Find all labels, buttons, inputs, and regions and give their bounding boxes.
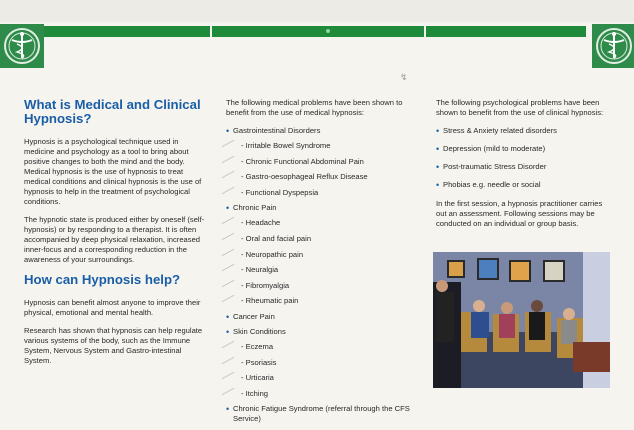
group-session-photo xyxy=(433,252,610,388)
green-band-middle xyxy=(212,26,424,37)
list-item xyxy=(226,126,412,198)
list-item xyxy=(226,312,412,322)
sub-list xyxy=(233,342,412,399)
list-item: • Phobias e.g. needle or social xyxy=(436,180,614,190)
list-item: - Eczema xyxy=(241,342,412,352)
decorative-mark: ↯ xyxy=(400,72,408,82)
medical-problem-list xyxy=(226,126,412,424)
list-item-label: Gastrointestinal Disorders xyxy=(233,126,321,135)
caduceus-logo-icon xyxy=(592,24,634,68)
paragraph: The following psychological problems have been shown to benefit from the use of clinical hypnosis: xyxy=(436,98,604,117)
column-medical-problems xyxy=(226,98,412,429)
paragraph: In the first session, a hypnosis practitioner carries out an assessment. Following sessions may be conducted on an individual or group basis. xyxy=(436,199,603,228)
list-item-label: Skin Conditions xyxy=(233,326,286,336)
sub-list xyxy=(233,141,412,198)
list-item xyxy=(226,203,412,306)
list-item: • Post-traumatic Stress Disorder xyxy=(436,162,614,172)
list-item: - Irritable Bowel Syndrome xyxy=(241,141,412,151)
psychological-problem-list xyxy=(436,126,614,190)
list-item-label: Chronic Pain xyxy=(233,203,277,213)
column-intro xyxy=(24,98,206,374)
list-item: - Neuralgia xyxy=(241,265,412,275)
decorative-dot xyxy=(326,29,330,33)
list-item: - Psoriasis xyxy=(241,358,412,368)
list-item: - Functional Dyspepsia xyxy=(241,188,412,198)
heading-what-is: What is Medical and Clinical Hypnosis? xyxy=(24,97,201,126)
list-item: - Urticaria xyxy=(241,373,412,383)
paragraph: Research has shown that hypnosis can help regulate various systems of the body, such as the Immune System, Nervous System and Gastro-intestinal System. xyxy=(24,326,203,365)
caduceus-logo-icon xyxy=(0,24,44,68)
sub-list xyxy=(233,218,412,306)
list-item: • Stress & Anxiety related disorders xyxy=(436,126,614,136)
heading-how-can-help: How can Hypnosis help? xyxy=(24,272,181,287)
list-item-label: Cancer Pain xyxy=(233,311,275,321)
paragraph: Hypnosis is a psychological technique used in medicine and psychology as a tool to bring about positive changes to both the mind and the body. Medical hypnosis is the use of hypnosis to treat medical conditions and clinical hypnosis is the use of hypnosis to help in the treatment of psychological conditions. xyxy=(24,137,202,206)
top-strip xyxy=(0,0,634,22)
paragraph: The following medical problems have been shown to benefit from the use of medical hypnosis: xyxy=(226,98,403,117)
list-item: - Oral and facial pain xyxy=(241,234,412,244)
list-item: • Depression (mild to moderate) xyxy=(436,144,614,154)
list-item: - Itching xyxy=(241,389,412,399)
list-item: - Chronic Functional Abdominal Pain xyxy=(241,157,412,167)
green-band-right xyxy=(426,26,586,37)
list-item: - Rheumatic pain xyxy=(241,296,412,306)
list-item: - Neuropathic pain xyxy=(241,250,412,260)
column-psychological-problems xyxy=(436,98,614,237)
list-item: - Fibromyalgia xyxy=(241,281,412,291)
list-item xyxy=(226,327,412,399)
paragraph: Hypnosis can benefit almost anyone to improve their physical, emotional and mental health. xyxy=(24,298,201,317)
list-item: - Gastro-oesophageal Reflux Disease xyxy=(241,172,412,182)
list-item xyxy=(226,404,412,424)
list-item-label: Chronic Fatigue Syndrome (referral through the CFS Service) xyxy=(233,404,410,424)
list-item: - Headache xyxy=(241,218,412,228)
paragraph: The hypnotic state is produced either by oneself (self-hypnosis) or by responding to a therapist. It is often accompanied by deep physical relaxation, increased inner-focus and a corresponding reduction in the awareness of your surroundings. xyxy=(24,215,205,264)
